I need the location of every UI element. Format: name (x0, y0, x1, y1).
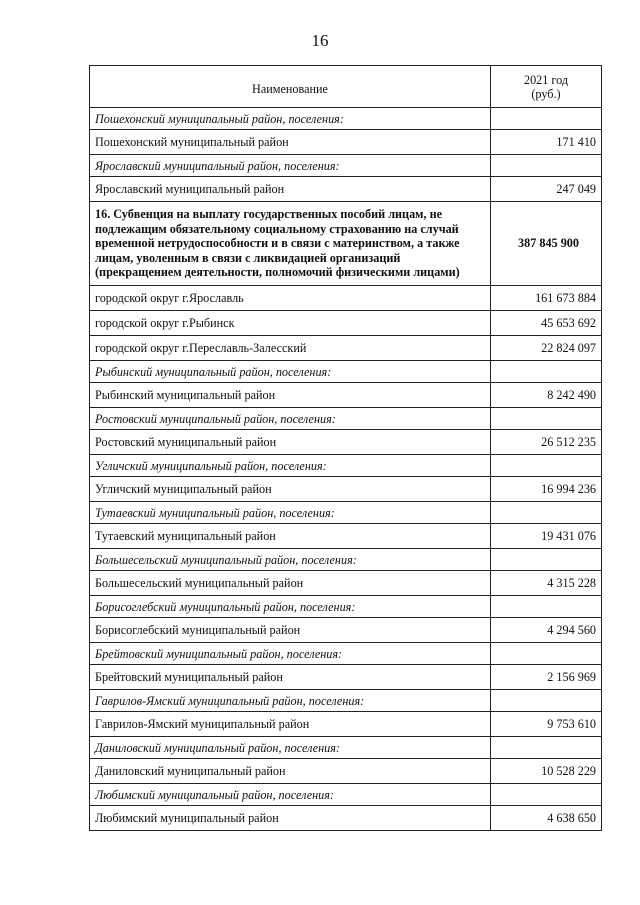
row-value-cell: 4 638 650 (491, 806, 602, 831)
page-number: 16 (311, 31, 329, 50)
header-year: 2021 год (523, 72, 569, 87)
table-row (90, 430, 602, 455)
row-name-cell: Даниловский муниципальный район, поселения: (90, 737, 491, 759)
group-heading-row (90, 108, 602, 130)
row-name-cell: Угличский муниципальный район, поселения: (90, 455, 491, 477)
row-value-cell: 45 653 692 (491, 311, 602, 336)
row-value-cell: 10 528 229 (491, 759, 602, 784)
row-value-cell (491, 502, 602, 524)
table-row (90, 336, 602, 361)
row-value-cell: 26 512 235 (491, 430, 602, 455)
table-row (90, 383, 602, 408)
group-heading-row (90, 690, 602, 712)
row-name-cell: Гаврилов-Ямский муниципальный район, поселения: (90, 690, 491, 712)
row-value-cell: 8 242 490 (491, 383, 602, 408)
row-name-cell: Борисоглебский муниципальный район, поселения: (90, 596, 491, 618)
row-name-cell: Даниловский муниципальный район (90, 759, 491, 784)
header-unit: (руб.) (531, 86, 561, 101)
header-name-cell: Наименование (90, 66, 491, 108)
row-value-cell: 161 673 884 (491, 286, 602, 311)
row-value-cell (491, 408, 602, 430)
group-heading-row (90, 549, 602, 571)
row-value-cell: 247 049 (491, 177, 602, 202)
row-name-cell: Большесельский муниципальный район, поселения: (90, 549, 491, 571)
row-value-cell (491, 643, 602, 665)
row-value-cell (491, 361, 602, 383)
row-value-cell (491, 596, 602, 618)
row-name-cell: Брейтовский муниципальный район (90, 665, 491, 690)
row-value-cell (491, 784, 602, 806)
table-row (90, 311, 602, 336)
row-value-cell: 22 824 097 (491, 336, 602, 361)
row-name-cell: Ярославский муниципальный район, поселения: (90, 155, 491, 177)
row-value-cell: 4 294 560 (491, 618, 602, 643)
row-name-cell: Ярославский муниципальный район (90, 177, 491, 202)
row-name-cell: Угличский муниципальный район (90, 477, 491, 502)
row-name-cell: Любимский муниципальный район, поселения: (90, 784, 491, 806)
table-row (90, 477, 602, 502)
group-heading-row (90, 155, 602, 177)
row-name-cell: Любимский муниципальный район (90, 806, 491, 831)
row-name-cell: 16. Субвенция на выплату государственных пособий лицам, не подлежащим обязательному социальному страхованию на случай временной нетрудоспособности и в связи с материнством, а также лицам, уволенным в связи с ликвидацией организаций (прекращением деятельности, полномочий физическими лицами) (90, 202, 491, 286)
row-name-cell: Тутаевский муниципальный район (90, 524, 491, 549)
table-header-row (90, 66, 602, 108)
row-value-cell (491, 690, 602, 712)
row-name-cell: Рыбинский муниципальный район (90, 383, 491, 408)
row-name-cell: Ростовский муниципальный район, поселения: (90, 408, 491, 430)
table-row (90, 130, 602, 155)
subsidy-heading-row (90, 202, 602, 286)
table-row (90, 571, 602, 596)
row-value-cell (491, 549, 602, 571)
table-row (90, 665, 602, 690)
row-name-cell: Гаврилов-Ямский муниципальный район (90, 712, 491, 737)
table-row (90, 286, 602, 311)
header-value-cell (491, 66, 602, 108)
group-heading-row (90, 784, 602, 806)
row-value-cell: 387 845 900 (491, 202, 602, 286)
row-name-cell: Ростовский муниципальный район (90, 430, 491, 455)
row-value-cell: 16 994 236 (491, 477, 602, 502)
table-row (90, 618, 602, 643)
row-name-cell: Большесельский муниципальный район (90, 571, 491, 596)
row-value-cell: 2 156 969 (491, 665, 602, 690)
row-name-cell: Тутаевский муниципальный район, поселения: (90, 502, 491, 524)
table-row (90, 712, 602, 737)
row-name-cell: Пошехонский муниципальный район (90, 130, 491, 155)
row-name-cell: Брейтовский муниципальный район, поселения: (90, 643, 491, 665)
table-row (90, 177, 602, 202)
table-row (90, 759, 602, 784)
row-value-cell (491, 455, 602, 477)
row-value-cell (491, 155, 602, 177)
budget-table (89, 65, 602, 831)
row-name-cell: городской округ г.Рыбинск (90, 311, 491, 336)
row-value-cell (491, 108, 602, 130)
group-heading-row (90, 643, 602, 665)
group-heading-row (90, 408, 602, 430)
row-value-cell (491, 737, 602, 759)
group-heading-row (90, 596, 602, 618)
row-name-cell: городской округ г.Ярославль (90, 286, 491, 311)
row-value-cell: 19 431 076 (491, 524, 602, 549)
row-value-cell: 4 315 228 (491, 571, 602, 596)
table-row (90, 524, 602, 549)
row-value-cell: 171 410 (491, 130, 602, 155)
row-name-cell: Пошехонский муниципальный район, поселения: (90, 108, 491, 130)
row-name-cell: Рыбинский муниципальный район, поселения: (90, 361, 491, 383)
group-heading-row (90, 502, 602, 524)
group-heading-row (90, 737, 602, 759)
row-value-cell: 9 753 610 (491, 712, 602, 737)
row-name-cell: Борисоглебский муниципальный район (90, 618, 491, 643)
row-name-cell: городской округ г.Переславль-Залесский (90, 336, 491, 361)
group-heading-row (90, 455, 602, 477)
table-row (90, 806, 602, 831)
group-heading-row (90, 361, 602, 383)
